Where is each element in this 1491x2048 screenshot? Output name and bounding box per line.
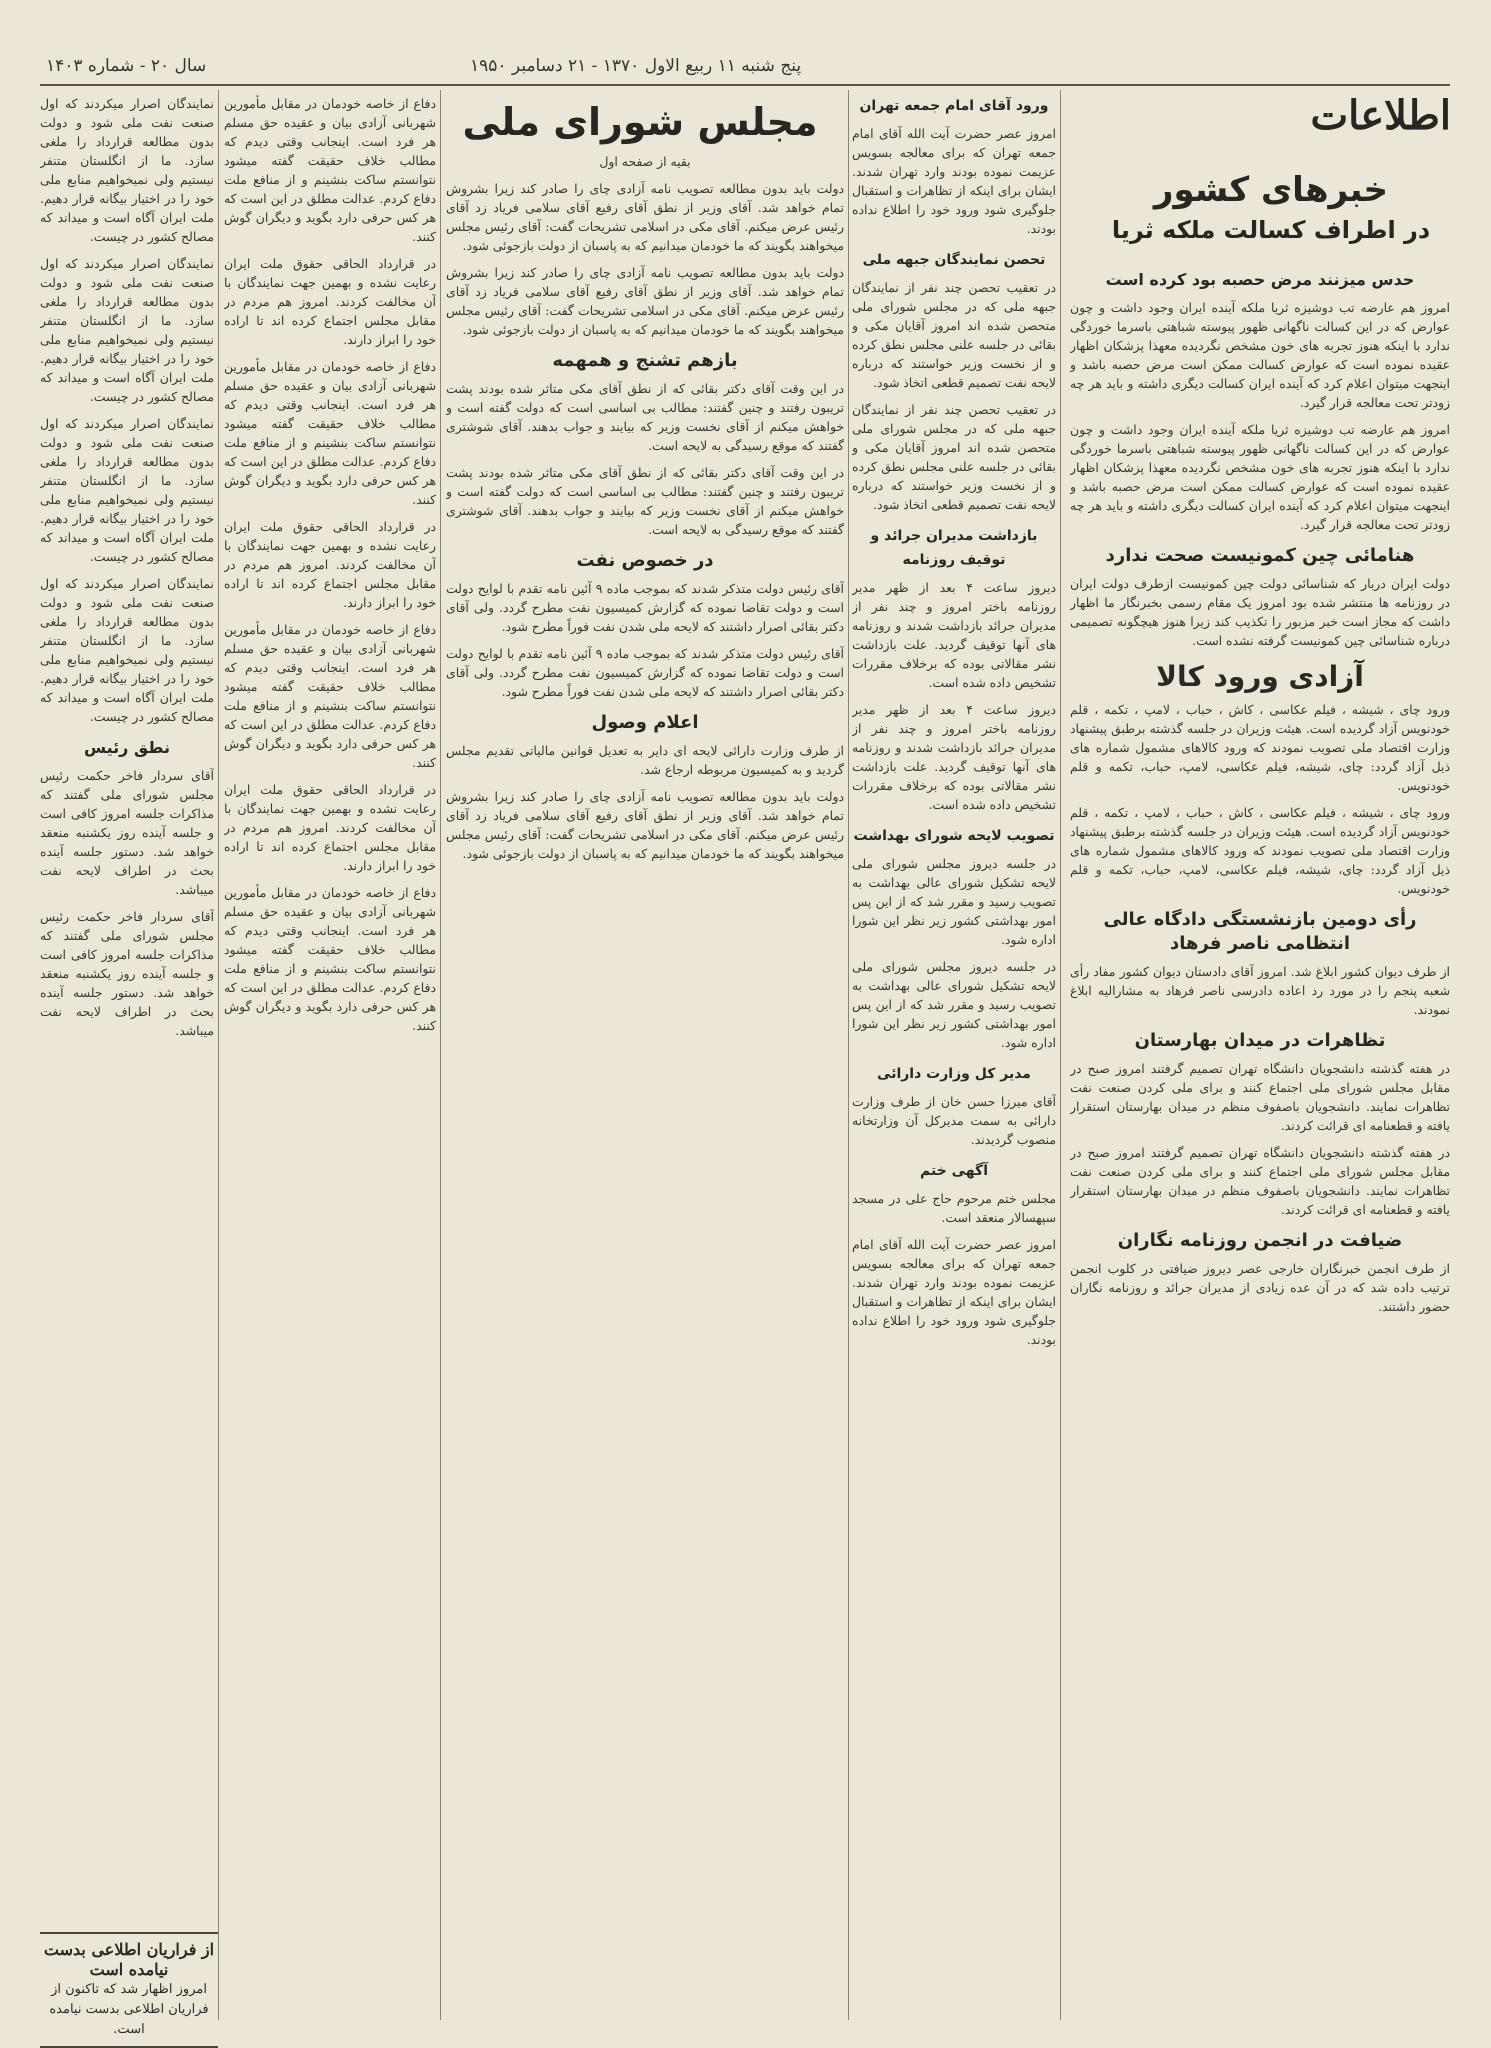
left-column bbox=[40, 94, 214, 1924]
column-body: دفاع از خاصه خودمان در مقابل مأمورین شهربانی آزادی بیان و عقیده حق مسلم هر فرد است. اینجانب وقتی دیدم که مطالب خلاف حقیقت گفته میشود نتوانستم ساکت بنشینم و از منافع ملت دفاع کردم. عدالت مطلق در این است که هر کس حرفی دارد بگوید و دیگران گوش کنند. bbox=[224, 885, 436, 1033]
column-body: نمایندگان اصرار میکردند که اول صنعت نفت ملی شود و دولت بدون مطالعه قرارداد را ملغی سازد. ما از انگلستان متنفر نیستیم ولی نمیخواهیم منابع ملی خود را در اختیار بیگانه قرار دهیم. ملت ایران آگاه است و میداند که مصالح کشور در چیست. bbox=[40, 576, 214, 724]
article-body: در این وقت آقای دکتر بقائی که از نطق آقای مکی متاثر شده بودند پشت تریبون رفتند و چنین گفتند: مطالب بی اساسی است که دولت گفته است و خواهش میکنم از آقای نخست وزیر که بیایند و جواب بدهند. آقای شوشتری گفتند که موقع رسیدگی به لایحه است. bbox=[446, 465, 844, 537]
column-rule bbox=[848, 90, 849, 2020]
notice-title: از فراریان اطلاعی بدست نیامده است bbox=[43, 1940, 215, 1979]
section-title: بازداشت مدیران جرائد و توقیف روزنامه bbox=[870, 528, 1038, 568]
section-title: نطق رئیس bbox=[84, 738, 170, 757]
column-rule bbox=[218, 90, 219, 2020]
column-body: در قرارداد الحاقی حقوق ملت ایران رعایت نشده و بهمین جهت نمایندگان با آن مخالفت کردند. امروز هم مردم در مقابل مجلس اجتماع کرده اند تا اراده خود را ابراز دارند. bbox=[224, 519, 436, 610]
article-intro: بقیه از صفحه اول bbox=[599, 154, 691, 169]
lead-title: حدس میزنند مرض حصبه بود کرده است bbox=[1105, 270, 1415, 289]
column-body: نمایندگان اصرار میکردند که اول صنعت نفت ملی شود و دولت بدون مطالعه قرارداد را ملغی سازد. ما از انگلستان متنفر نیستیم ولی نمیخواهیم منابع ملی خود را در اختیار بیگانه قرار دهیم. ملت ایران آگاه است و میداند که مصالح کشور در چیست. bbox=[40, 416, 214, 564]
article-body: آقای رئیس دولت متذکر شدند که بموجب ماده ۹ آئین نامه تقدم با لوایح دولت است و دولت تقاضا نموده که گزارش کمیسیون نفت مطرح گردد. ولی آقای دکتر بقائی اصرار داشتند که لایحه ملی شدن نفت فوراً مطرح شود. bbox=[446, 581, 844, 634]
section-body: آقای سردار فاخر حکمت رئیس مجلس شورای ملی گفتند که مذاکرات جلسه امروز کافی است و جلسه آینده روز یکشنبه منعقد خواهد شد. دستور جلسه آینده بحث در اطراف لایحه نفت میباشد. bbox=[40, 768, 214, 897]
section-body: در جلسه دیروز مجلس شورای ملی لایحه تشکیل شورای عالی بهداشت به تصویب رسید و مقرر شد که از این پس امور بهداشتی کشور زیر نظر این شورا اداره شود. bbox=[852, 959, 1056, 1050]
section-body: دیروز ساعت ۴ بعد از ظهر مدیر روزنامه باختر امروز و چند نفر از مدیران جرائد بازداشت شدند و روزنامه های آنها توقیف گردید. علت بازداشت نشر مقالاتی بوده که برخلاف مقررات تشخیص داده شده است. bbox=[852, 580, 1056, 690]
column-body: در قرارداد الحاقی حقوق ملت ایران رعایت نشده و بهمین جهت نمایندگان با آن مخالفت کردند. امروز هم مردم در مقابل مجلس اجتماع کرده اند تا اراده خود را ابراز دارند. bbox=[224, 256, 436, 347]
section-body: ورود چای ، شیشه ، فیلم عکاسی ، کاش ، حباب ، لامپ ، تکمه ، قلم خودنویس آزاد گردیده است. هیئت وزیران در جلسه گذشته برطبق پیشنهاد وزارت اقتصاد ملی تصویب نمودند که ورود کالاهای مشمول شماره های ذیل آزاد گردد: چای، شیشه، فیلم عکاسی، لامپ، حباب، تکمه و قلم خودنویس. bbox=[1070, 702, 1450, 793]
column-3 bbox=[224, 94, 436, 2024]
section-title: مدیر کل وزارت دارائی bbox=[877, 1066, 1031, 1082]
date-line: پنج شنبه ۱۱ ربیع الاول ۱۳۷۰ - ۲۱ دسامبر ۱۹۵۰ bbox=[470, 56, 802, 76]
column-body: در قرارداد الحاقی حقوق ملت ایران رعایت نشده و بهمین جهت نمایندگان با آن مخالفت کردند. امروز هم مردم در مقابل مجلس اجتماع کرده اند تا اراده خود را ابراز دارند. bbox=[224, 782, 436, 873]
section-body: امروز عصر حضرت آیت الله آقای امام جمعه تهران که برای معالجه بسویس عزیمت نموده بودند وارد تهران شدند. ایشان برای اینکه از تظاهرات و استقبال جلوگیری شود ورود خود را اطلاع نداده بودند. bbox=[852, 126, 1056, 236]
article-body: دولت باید بدون مطالعه تصویب نامه آزادی چای را صادر کند زیرا بشروش تمام خواهد شد. آقای وزیر از نطق آقای رفیع آقای سلامی فرياد زد آقای رئيس عرض میکنم. آقای مکی در اسلامی تشریحات گفت: آقای رئیس مجلس میخواهند بگویند که ما خودمان میدانیم که به پاسبان از دولت بازجوئی شود. bbox=[446, 789, 844, 861]
right-column bbox=[1070, 268, 1450, 2038]
page-header bbox=[40, 52, 1450, 82]
header-rule bbox=[40, 84, 1450, 86]
section-body: در هفته گذشته دانشجویان دانشگاه تهران تصمیم گرفتند امروز صبح در مقابل مجلس شورای ملی اجتماع کنند و برای ملی کردن صنعت نفت تظاهرات نمایند. دانشجویان باصفوف منظم در میدان بهارستان استقرار یافته و قطعنامه ای قرائت کردند. bbox=[1070, 1145, 1450, 1217]
article-body: از طرف وزارت دارائی لایحه ای دایر به تعدیل قوانین مالیاتی تقدیم مجلس گردید و به کمیسیون مربوطه ارجاع شد. bbox=[446, 743, 844, 777]
column-rule bbox=[440, 90, 441, 2020]
lead-body: امروز هم عارضه تب دوشیزه ثریا ملکه آینده ایران وجود داشت و چون عوارض که در این کسالت ناگهانی ظهور پیوسته شباهتی باسرما خوردگی ندارد با اینکه هنوز تجربه های خون مشخص نگردیده معهذا پزشکان اظهار عقیده نموده است که عوارض کسالت ممکن است مرض حصبه باشد و اینجهت میتوان اعلام کرد که آینده ایران کسالت دیگری داشته و باید هر چه زودتر تحت معالجه قرار گیرد. bbox=[1070, 300, 1450, 410]
center-title: مجلس شورای ملی bbox=[462, 100, 818, 144]
section-title: آزادی ورود کالا bbox=[1156, 660, 1364, 693]
section-body: آقای میرزا حسن خان از طرف وزارت دارائی به سمت مدیرکل آن وزارتخانه منصوب گردیدند. bbox=[852, 1094, 1056, 1147]
section-title: ورود آقای امام جمعه تهران bbox=[859, 98, 1049, 114]
section-title: هنامائی چین کمونیست صحت ندارد bbox=[1105, 545, 1415, 566]
section-title: تظاهرات در میدان بهارستان bbox=[1134, 1030, 1386, 1051]
section-body: مجلس ختم مرحوم حاج علی در مسجد سپهسالار منعقد است. bbox=[852, 1191, 1056, 1225]
column-body: نمایندگان اصرار میکردند که اول صنعت نفت ملی شود و دولت بدون مطالعه قرارداد را ملغی سازد. ما از انگلستان متنفر نیستیم ولی نمیخواهیم منابع ملی خود را در اختیار بیگانه قرار دهیم. ملت ایران آگاه است و میداند که مصالح کشور در چیست. bbox=[40, 256, 214, 404]
column-body: دفاع از خاصه خودمان در مقابل مأمورین شهربانی آزادی بیان و عقیده حق مسلم هر فرد است. اینجانب وقتی دیدم که مطالب خلاف حقیقت گفته میشود نتوانستم ساکت بنشینم و از منافع ملت دفاع کردم. عدالت مطلق در این است که هر کس حرفی دارد بگوید و دیگران گوش کنند. bbox=[224, 96, 436, 244]
boxed-notice bbox=[40, 1932, 218, 2048]
section-body: در جلسه دیروز مجلس شورای ملی لایحه تشکیل شورای عالی بهداشت به تصویب رسید و مقرر شد که از این پس امور بهداشتی کشور زیر نظر این شورا اداره شود. bbox=[852, 856, 1056, 947]
column-body: دفاع از خاصه خودمان در مقابل مأمورین شهربانی آزادی بیان و عقیده حق مسلم هر فرد است. اینجانب وقتی دیدم که مطالب خلاف حقیقت گفته میشود نتوانستم ساکت بنشینم و از منافع ملت دفاع کردم. عدالت مطلق در این است که هر کس حرفی دارد بگوید و دیگران گوش کنند. bbox=[224, 622, 436, 770]
section-body: از طرف انجمن خبرنگاران خارجی عصر دیروز ضیافتی در کلوب انجمن ترتیب داده شد که در آن عده زیادی از مدیران جرائد و روزنامه نگاران حضور داشتند. bbox=[1070, 1261, 1450, 1314]
section-body: آقای سردار فاخر حکمت رئیس مجلس شورای ملی گفتند که مذاکرات جلسه امروز کافی است و جلسه آینده روز یکشنبه منعقد خواهد شد. دستور جلسه آینده بحث در اطراف لایحه نفت میباشد. bbox=[40, 909, 214, 1038]
section-body: در تعقیب تحصن چند نفر از نمایندگان جبهه ملی که در مجلس شورای ملی متحصن شده اند امروز آقایان مکی و بقائی در جلسه علنی مجلس نطق کرده و از نخست وزیر خواستند که درباره لایحه نفت تصمیم قطعی اتخاذ شود. bbox=[852, 280, 1056, 390]
article-body: آقای رئیس دولت متذکر شدند که بموجب ماده ۹ آئین نامه تقدم با لوایح دولت است و دولت تقاضا نموده که گزارش کمیسیون نفت مطرح گردد. ولی آقای دکتر بقائی اصرار داشتند که لایحه ملی شدن نفت فوراً مطرح شود. bbox=[446, 646, 844, 699]
section-title: ضیافت در انجمن روزنامه نگاران bbox=[1117, 1230, 1403, 1251]
section-body: دولت ایران دربار که شناسائی دولت چین کمونیست ازطرف دولت ایران در روزنامه ها منتشر شده بود امروز یک مقام رسمی بخبرنگار ما اظهار داشت که مجاز است خبر مزبور را تکذیب کند زیرا هنوز هیچگونه تصمیمی درباره شناسائی چین کمونیست گرفته نشده است. bbox=[1070, 576, 1450, 648]
headline-news: خبرهای کشور bbox=[1153, 170, 1389, 210]
section-body: از طرف دیوان کشور ابلاغ شد. امروز آقای دادستان دیوان کشور مفاد رأی شعبه پنجم را در مورد رد اعاده دادرسی ناصر فرهاد به مشارالیه ابلاغ نمودند. bbox=[1070, 964, 1450, 1017]
article-subtitle: بازهم تشنج و همهمه bbox=[552, 350, 738, 371]
section-body: در هفته گذشته دانشجویان دانشگاه تهران تصمیم گرفتند امروز صبح در مقابل مجلس شورای ملی اجتماع کنند و برای ملی کردن صنعت نفت تظاهرات نمایند. دانشجویان باصفوف منظم در میدان بهارستان استقرار یافته و قطعنامه ای قرائت کردند. bbox=[1070, 1061, 1450, 1133]
masthead: اطلاعات bbox=[1310, 92, 1451, 139]
center-article bbox=[446, 152, 844, 2032]
issue-number: سال ۲۰ - شماره ۱۴۰۳ bbox=[46, 56, 207, 76]
column-body: نمایندگان اصرار میکردند که اول صنعت نفت ملی شود و دولت بدون مطالعه قرارداد را ملغی سازد. ما از انگلستان متنفر نیستیم ولی نمیخواهیم منابع ملی خود را در اختیار بیگانه قرار دهیم. ملت ایران آگاه است و میداند که مصالح کشور در چیست. bbox=[40, 96, 214, 244]
article-subtitle: در خصوص نفت bbox=[576, 550, 714, 571]
lead-body-continued: امروز هم عارضه تب دوشیزه ثریا ملکه آینده ایران وجود داشت و چون عوارض که در این کسالت ناگهانی ظهور پیوسته شباهتی باسرما خوردگی ندارد با اینکه هنوز تجربه های خون مشخص نگردیده معهذا پزشکان اظهار عقیده نموده است که عوارض کسالت ممکن است مرض حصبه باشد و اینجهت میتوان اعلام کرد که آینده ایران کسالت دیگری داشته و باید هر چه زودتر تحت معالجه قرار گیرد. bbox=[1070, 422, 1450, 532]
section-body: امروز عصر حضرت آیت الله آقای امام جمعه تهران که برای معالجه بسویس عزیمت نموده بودند وارد تهران شدند. ایشان برای اینکه از تظاهرات و استقبال جلوگیری شود ورود خود را اطلاع نداده بودند. bbox=[852, 1237, 1056, 1347]
section-title: تصویب لایحه شورای بهداشت bbox=[853, 828, 1055, 844]
section-body: ورود چای ، شیشه ، فیلم عکاسی ، کاش ، حباب ، لامپ ، تکمه ، قلم خودنویس آزاد گردیده است. هیئت وزیران در جلسه گذشته برطبق پیشنهاد وزارت اقتصاد ملی تصویب نمودند که ورود کالاهای مشمول شماره های ذیل آزاد گردد: چای، شیشه، فیلم عکاسی، لامپ، حباب، تکمه و قلم خودنویس. bbox=[1070, 805, 1450, 896]
section-body: دیروز ساعت ۴ بعد از ظهر مدیر روزنامه باختر امروز و چند نفر از مدیران جرائد بازداشت شدند و روزنامه های آنها توقیف گردید. علت بازداشت نشر مقالاتی بوده که برخلاف مقررات تشخیص داده شده است. bbox=[852, 702, 1056, 812]
article-body: در این وقت آقای دکتر بقائی که از نطق آقای مکی متاثر شده بودند پشت تریبون رفتند و چنین گفتند: مطالب بی اساسی است که دولت گفته است و خواهش میکنم از آقای نخست وزیر که بیایند و جواب بدهند. آقای شوشتری گفتند که موقع رسیدگی به لایحه است. bbox=[446, 381, 844, 453]
notice-body: امروز اظهار شد که تاکنون از فراریان اطلاعی بدست نیامده است. bbox=[49, 1982, 209, 2037]
column-2 bbox=[852, 94, 1056, 2024]
article-body: دولت باید بدون مطالعه تصویب نامه آزادی چای را صادر کند زیرا بشروش تمام خواهد شد. آقای وزیر از نطق آقای رفیع آقای سلامی فرياد زد آقای رئيس عرض میکنم. آقای مکی در اسلامی تشریحات گفت: آقای رئیس مجلس میخواهند بگویند که ما خودمان میدانیم که به پاسبان از دولت بازجوئی شود. bbox=[446, 265, 844, 337]
section-body: در تعقیب تحصن چند نفر از نمایندگان جبهه ملی که در مجلس شورای ملی متحصن شده اند امروز آقایان مکی و بقائی در جلسه علنی مجلس نطق کرده و از نخست وزیر خواستند که درباره لایحه نفت تصمیم قطعی اتخاذ شود. bbox=[852, 402, 1056, 512]
section-title: آگهی ختم bbox=[919, 1163, 988, 1179]
column-rule bbox=[1060, 90, 1061, 2020]
article-body: دولت باید بدون مطالعه تصویب نامه آزادی چای را صادر کند زیرا بشروش تمام خواهد شد. آقای وزیر از نطق آقای رفیع آقای سلامی فرياد زد آقای رئيس عرض میکنم. آقای مکی در اسلامی تشریحات گفت: آقای رئیس مجلس میخواهند بگویند که ما خودمان میدانیم که به پاسبان از دولت بازجوئی شود. bbox=[446, 181, 844, 253]
column-body: دفاع از خاصه خودمان در مقابل مأمورین شهربانی آزادی بیان و عقیده حق مسلم هر فرد است. اینجانب وقتی دیدم که مطالب خلاف حقیقت گفته میشود نتوانستم ساکت بنشینم و از منافع ملت دفاع کردم. عدالت مطلق در این است که هر کس حرفی دارد بگوید و دیگران گوش کنند. bbox=[224, 359, 436, 507]
section-title: رأی دومین بازنشستگی دادگاه عالی انتظامی ناصر فرهاد bbox=[1103, 909, 1417, 954]
subheadline: در اطراف کسالت ملکه ثریا bbox=[1111, 216, 1431, 244]
article-subtitle: اعلام وصول bbox=[591, 712, 699, 733]
section-title: تحصن نمایندگان جبهه ملی bbox=[862, 252, 1046, 268]
